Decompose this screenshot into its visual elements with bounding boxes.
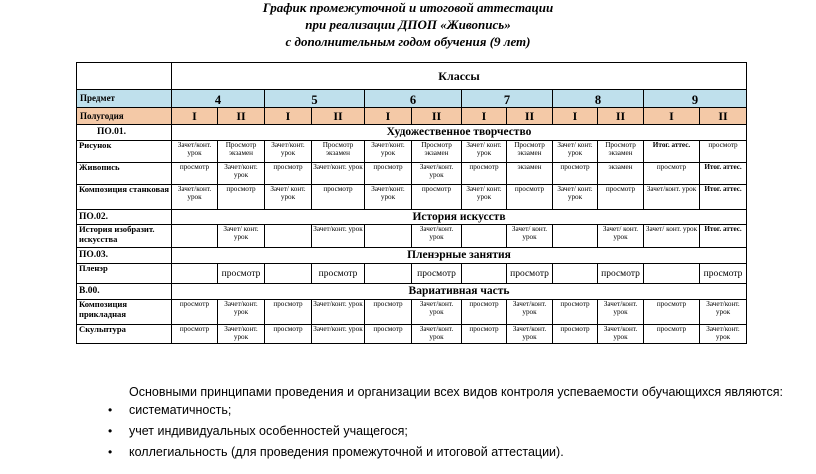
assessment-cell: Зачет/ конт. урок xyxy=(553,185,598,210)
subject-row xyxy=(77,163,747,185)
assessment-cell: просмотр xyxy=(553,325,598,344)
assessment-cell: просмотр xyxy=(644,325,700,344)
assessment-cell: Зачет/конт. урок xyxy=(507,325,553,344)
assessment-cell: Зачет/конт. урок xyxy=(412,163,462,185)
semester-cell: II xyxy=(598,108,644,125)
assessment-cell: Зачет/конт. урок xyxy=(265,141,312,163)
bullet-icon: • xyxy=(108,424,113,438)
assessment-cell xyxy=(265,264,312,284)
assessment-cell: Зачет/конт. урок xyxy=(218,300,265,325)
assessment-cell: просмотр xyxy=(644,300,700,325)
assessment-cell: Зачет/ конт. урок xyxy=(218,225,265,248)
assessment-cell: Зачет/конт. урок xyxy=(700,325,747,344)
assessment-cell: Просмотр экзамен xyxy=(412,141,462,163)
assessment-cell: просмотр xyxy=(172,325,218,344)
semester-label: Полугодия xyxy=(77,108,172,125)
assessment-cell: просмотр xyxy=(700,141,747,163)
assessment-cell: Итог. аттес. xyxy=(700,185,747,210)
assessment-cell: Зачет/конт. урок xyxy=(412,325,462,344)
grade-cell: 8 xyxy=(553,90,644,108)
assessment-cell: Зачет/конт. урок xyxy=(365,141,412,163)
assessment-cell: Зачет/конт. урок xyxy=(598,300,644,325)
assessment-cell: Зачет/ конт. урок xyxy=(462,141,507,163)
assessment-cell: просмотр xyxy=(312,264,365,284)
semester-cell: I xyxy=(265,108,312,125)
subject-name: Композиция прикладная xyxy=(77,300,172,325)
assessment-cell: Зачет/ конт. урок xyxy=(462,185,507,210)
assessment-cell: просмотр xyxy=(462,163,507,185)
semester-cell: II xyxy=(412,108,462,125)
section-name: Пленэрные занятия xyxy=(172,248,747,264)
assessment-cell xyxy=(172,264,218,284)
section-row xyxy=(77,125,747,141)
section-row xyxy=(77,248,747,264)
assessment-cell xyxy=(365,264,412,284)
subject-row xyxy=(77,185,747,210)
section-code: В.00. xyxy=(77,284,172,300)
section-name: Вариативная часть xyxy=(172,284,747,300)
section-row xyxy=(77,210,747,225)
assessment-cell: Зачет/конт. урок xyxy=(507,300,553,325)
assessment-cell: просмотр xyxy=(265,300,312,325)
section-name: Художественное творчество xyxy=(172,125,747,141)
assessment-cell: просмотр xyxy=(312,185,365,210)
assessment-cell: Зачет/конт. урок xyxy=(598,325,644,344)
assessment-cell: просмотр xyxy=(365,163,412,185)
principle-text: учет индивидуальных особенностей учащегося; xyxy=(129,424,408,438)
assessment-cell: Итог. аттес. xyxy=(700,163,747,185)
principle-item xyxy=(108,403,564,424)
subject-name: Композиция станковая xyxy=(77,185,172,210)
assessment-cell: экзамен xyxy=(507,163,553,185)
assessment-cell: просмотр xyxy=(598,264,644,284)
assessment-cell: Зачет/ конт. урок xyxy=(265,185,312,210)
assessment-cell xyxy=(172,225,218,248)
assessment-cell: просмотр xyxy=(462,325,507,344)
assessment-cell: просмотр xyxy=(462,300,507,325)
assessment-cell: Зачет/ конт. урок xyxy=(598,225,644,248)
assessment-cell: Зачет/конт. урок xyxy=(312,163,365,185)
subject-name: Пленэр xyxy=(77,264,172,284)
blank-cell xyxy=(77,63,172,90)
subject-row xyxy=(77,325,747,344)
section-code: ПО.03. xyxy=(77,248,172,264)
assessment-cell: просмотр xyxy=(265,325,312,344)
semester-cell: I xyxy=(553,108,598,125)
assessment-cell: Зачет/конт. урок xyxy=(412,225,462,248)
section-name: История искусств xyxy=(172,210,747,225)
assessment-cell: Зачет/конт. урок xyxy=(218,163,265,185)
bullet-icon: • xyxy=(108,445,113,459)
assessment-cell: просмотр xyxy=(553,300,598,325)
assessment-cell: Зачет/конт. урок xyxy=(700,300,747,325)
assessment-cell: Зачет/конт. урок xyxy=(218,325,265,344)
assessment-cell: Просмотр экзамен xyxy=(507,141,553,163)
assessment-cell: Итог. аттес. xyxy=(644,141,700,163)
assessment-cell: экзамен xyxy=(598,163,644,185)
principle-text: коллегиальность (для проведения промежуточной и итоговой аттестации). xyxy=(129,445,564,459)
grade-cell: 4 xyxy=(172,90,265,108)
bullet-icon: • xyxy=(108,403,113,417)
assessment-cell: просмотр xyxy=(644,163,700,185)
semester-cell: I xyxy=(462,108,507,125)
assessment-cell: просмотр xyxy=(553,163,598,185)
classes-header-row xyxy=(77,63,747,90)
grade-cell: 5 xyxy=(265,90,365,108)
assessment-cell: Итог. аттес. xyxy=(700,225,747,248)
assessment-cell: Просмотр экзамен xyxy=(312,141,365,163)
principles-list xyxy=(108,403,564,466)
subject-name: История изобразит. искусства xyxy=(77,225,172,248)
assessment-cell xyxy=(644,264,700,284)
assessment-cell: просмотр xyxy=(507,264,553,284)
assessment-cell xyxy=(553,264,598,284)
title-line-3: с дополнительным годом обучения (9 лет) xyxy=(285,34,531,49)
assessment-cell xyxy=(462,264,507,284)
subject-row xyxy=(77,141,747,163)
assessment-cell xyxy=(553,225,598,248)
grades-row xyxy=(77,90,747,108)
assessment-cell: просмотр xyxy=(172,163,218,185)
semester-cell: I xyxy=(365,108,412,125)
semester-cell: II xyxy=(312,108,365,125)
assessment-cell xyxy=(365,225,412,248)
grade-cell: 6 xyxy=(365,90,462,108)
assessment-cell: Зачет/конт. урок xyxy=(644,185,700,210)
assessment-cell: Просмотр экзамен xyxy=(218,141,265,163)
assessment-cell: просмотр xyxy=(700,264,747,284)
section-code: ПО.01. xyxy=(77,125,172,141)
semester-cell: I xyxy=(172,108,218,125)
subject-name: Скульптура xyxy=(77,325,172,344)
subject-name: Живопись xyxy=(77,163,172,185)
assessment-cell xyxy=(265,225,312,248)
assessment-cell: Зачет/ конт. урок xyxy=(644,225,700,248)
principle-item xyxy=(108,445,564,466)
attestation-schedule-table xyxy=(76,62,747,344)
principle-text: систематичность; xyxy=(129,403,232,417)
title-line-2: при реализации ДПОП «Живопись» xyxy=(305,17,511,32)
subject-row xyxy=(77,225,747,248)
semester-cell: II xyxy=(218,108,265,125)
assessment-cell xyxy=(462,225,507,248)
assessment-cell: просмотр xyxy=(218,264,265,284)
title-line-1: График промежуточной и итоговой аттестации xyxy=(262,0,554,15)
assessment-cell: Зачет/конт. урок xyxy=(312,225,365,248)
section-code: ПО.02. xyxy=(77,210,172,225)
assessment-cell: просмотр xyxy=(365,300,412,325)
subject-row xyxy=(77,300,747,325)
assessment-cell: Просмотр экзамен xyxy=(598,141,644,163)
section-row xyxy=(77,284,747,300)
grade-cell: 9 xyxy=(644,90,747,108)
assessment-cell: просмотр xyxy=(598,185,644,210)
assessment-cell: Зачет/конт. урок xyxy=(312,300,365,325)
assessment-cell: просмотр xyxy=(365,325,412,344)
assessment-cell: Зачет/конт. урок xyxy=(172,185,218,210)
semester-cell: I xyxy=(644,108,700,125)
semesters-row xyxy=(77,108,747,125)
assessment-cell: просмотр xyxy=(412,185,462,210)
semester-cell: II xyxy=(507,108,553,125)
assessment-cell: Зачет/конт. урок xyxy=(412,300,462,325)
principle-item xyxy=(108,424,564,445)
semester-cell: II xyxy=(700,108,747,125)
assessment-cell: Зачет/конт. урок xyxy=(365,185,412,210)
assessment-cell: просмотр xyxy=(218,185,265,210)
assessment-cell: Зачет/конт. урок xyxy=(172,141,218,163)
assessment-cell: Зачет/ конт. урок xyxy=(553,141,598,163)
assessment-cell: просмотр xyxy=(412,264,462,284)
subject-name: Рисунок xyxy=(77,141,172,163)
assessment-cell: просмотр xyxy=(507,185,553,210)
subject-row xyxy=(77,264,747,284)
assessment-cell: просмотр xyxy=(172,300,218,325)
subject-label: Предмет xyxy=(77,90,172,108)
classes-label: Классы xyxy=(172,63,747,90)
assessment-cell: просмотр xyxy=(265,163,312,185)
grade-cell: 7 xyxy=(462,90,553,108)
assessment-cell: Зачет/ конт. урок xyxy=(507,225,553,248)
assessment-cell: Зачет/конт. урок xyxy=(312,325,365,344)
principles-intro: Основными принципами проведения и организации всех видов контроля успеваемости обучающихся являются: xyxy=(129,385,784,399)
